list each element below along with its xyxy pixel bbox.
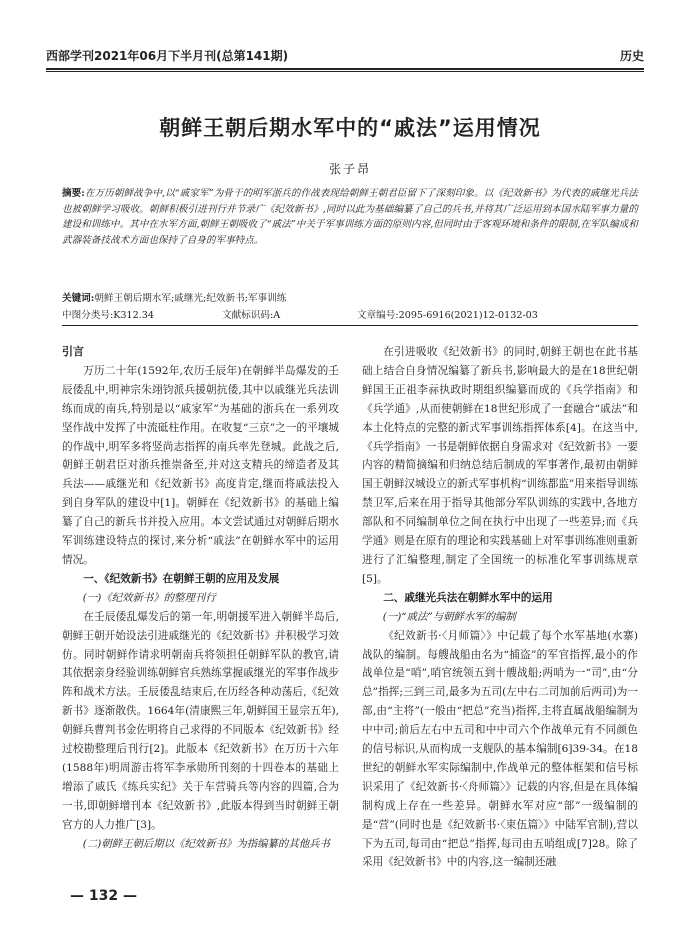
abstract-label: 摘要: xyxy=(62,188,85,199)
journal-issue: 西部学刊2021年06月下半月刊(总第141期) xyxy=(46,48,289,63)
clc-number: 中图分类号:K312.34 xyxy=(62,310,154,321)
article-meta xyxy=(62,307,638,321)
right-column xyxy=(362,343,638,872)
document-code: 文献标识码:A xyxy=(222,310,281,321)
section-heading: 一、《纪效新书》在朝鲜王朝的应用及发展 xyxy=(83,572,280,585)
subsection-heading: (一)“戚法”与朝鲜水军的编制 xyxy=(382,610,516,623)
paragraph: 万历二十年(1592年,农历壬辰年)在朝鲜半岛爆发的壬辰倭乱中,明神宗朱翊钧派兵援朝抗倭,其中以戚继光兵法训练而成的南兵,特别是以“戚家军”为基础的浙兵在一系列攻坚作战中发挥了中流砥柱作用。在收复“三京”之一的平壤城的作战中,明军多将竖尚志指挥的南兵率先登城。此战之后,朝鲜王朝君臣对浙兵推崇备至,并对这支精兵的缔造者及其兵法——戚继光和《纪效新书》高度肯定,继而将戚法投入到自身军队的建设中[1]。朝鲜在《纪效新书》的基础上编纂了自己的新兵书并投入应用。本文尝试通过对朝鲜后期水军训练建设特点的探讨,来分析“戚法”在朝鲜水军中的运用情况。 xyxy=(62,364,339,566)
subsection-heading: (一)《纪效新书》的整理刊行 xyxy=(82,591,216,604)
article-number: 文章编号:2095-6916(2021)12-0132-03 xyxy=(357,310,538,321)
header-rule-thin xyxy=(46,71,644,72)
left-column xyxy=(62,343,339,853)
paragraph: 在壬辰倭乱爆发后的第一年,明朝援军进入朝鲜半岛后,朝鲜王朝开始设法引进戚继光的《纪效新书》并积极学习效仿。同时朝鲜作请求明朝南兵将领担任朝鲜军队的教官,请其依据亲身经验训练朝鲜官兵熟练掌握戚继光的军事作战步阵和战术方法。壬辰倭乱结束后,在历经各种动荡后,《纪效新书》逐渐散佚。1664年(清康熙三年,朝鲜国王显宗五年),朝鲜兵曹判书金佐明将自己求得的不同版本《纪效新书》经过校勘整理后刊行[2]。此版本《纪效新书》在万历十六年(1588年)明周游击将军李承勋所刊刻的十四卷本的基础上增添了戚氏《练兵实纪》关于车营骑兵等内容的四篇,合为一书,即朝鲜增刊本《纪效新书》,此版本得到当时朝鲜王朝官方的人力推广[3]。 xyxy=(62,610,339,831)
keywords-label: 关键词: xyxy=(62,293,95,304)
section-heading: 二、戚继光兵法在朝鲜水军中的运用 xyxy=(383,591,553,604)
running-header xyxy=(46,44,644,66)
section-label: 历史 xyxy=(619,48,644,63)
keywords-text: 朝鲜王朝后期水军;戚继光;纪效新书;军事训练 xyxy=(94,293,287,304)
subsection-heading: (二)朝鲜王朝后期以《纪效新书》为指编纂的其他兵书 xyxy=(82,837,330,850)
abstract-text: 在万历朝鲜战争中,以“戚家军”为骨干的明军浙兵的作战表现给朝鲜王朝君臣留下了深刻印象。以《纪效新书》为代表的戚继光兵法也被朝鲜学习吸收。朝鲜积极引进刊行并节录广《纪效新书》,同时以此为基础编纂了自己的兵书,并将其广泛运用到本国水陆军事力量的建设和训练中。其中在水军方面,朝鲜王朝吸收了“戚法”中关于军事训练方面的原则内容,但同时由于客观环境和条件的限制,在军队编成和武器装备技战术方面也保持了自身的军事特点。 xyxy=(62,188,639,246)
header-rule xyxy=(46,68,644,70)
meta-rule xyxy=(62,325,638,326)
abstract xyxy=(62,186,638,248)
keywords xyxy=(62,290,638,304)
paragraph: 在引进吸收《纪效新书》的同时,朝鲜王朝也在此书基础上结合自身情况编纂了新兵书,影响最大的是在18世纪朝鲜国王正祖李祘执政时期组织编纂而成的《兵学指南》和《兵学通》,从而使朝鲜在18世纪形成了一套融合“戚法”和本土化特点的完整的新式军事训练指挥体系[4]。在这当中,《兵学指南》一书是朝鲜依据自身需求对《纪效新书》一要内容的精简摘编和归纳总结后制成的军事著作,最初由朝鲜国王朝鲜汉城设立的新式军事机构“训练都监”用来指导训练禁卫军,后来在用于指导其他部分军队训练的实践中,各地方部队和不同编制单位之间在执行中出现了一些差异;而《兵学通》则是在原有的理论和实践基础上对军事训练准则重新进行了汇编整理,制定了全国统一的标准化军事训练规章[5]。 xyxy=(362,346,638,585)
article-title: 朝鲜王朝后期水军中的“戚法”运用情况 xyxy=(159,116,541,140)
author-name: 张子昂 xyxy=(328,162,371,176)
page-number: — 132 — xyxy=(70,888,137,904)
intro-heading: 引言 xyxy=(62,345,84,358)
paragraph: 《纪效新书·〈月师篇〉》中记载了每个水军基地(水寨)战队的编制。每艘战船由名为“捕盗”的军官指挥,最小的作战单位是“哨”,哨官统领五到十艘战船;两哨为一“司”,由“分总”指挥;三到三司,最多为五司(左中右二司加前后两司)为一部,由“主将”(一般由“把总”充当)指挥,主将直属战船编制为中中司;前后左右中五司和中中司六个作战单元有不同颜色的信号标识,从而构成一支舰队的基本编制[6]39-34。在18世纪的朝鲜水军实际编制中,作战单元的整体框架和信号标识采用了《纪效新书·〈舟师篇〉》记载的内容,但是在具体编制构成上存在一些差异。朝鲜水军对应“部”一级编制的是“营”(同时也是《纪效新书·〈束伍篇〉》中陆军官制),营以下为五司,每司由“把总”指挥,每司由五哨组成[7]28。除了采用《纪效新书》中的内容,这一编制还融 xyxy=(362,629,638,869)
